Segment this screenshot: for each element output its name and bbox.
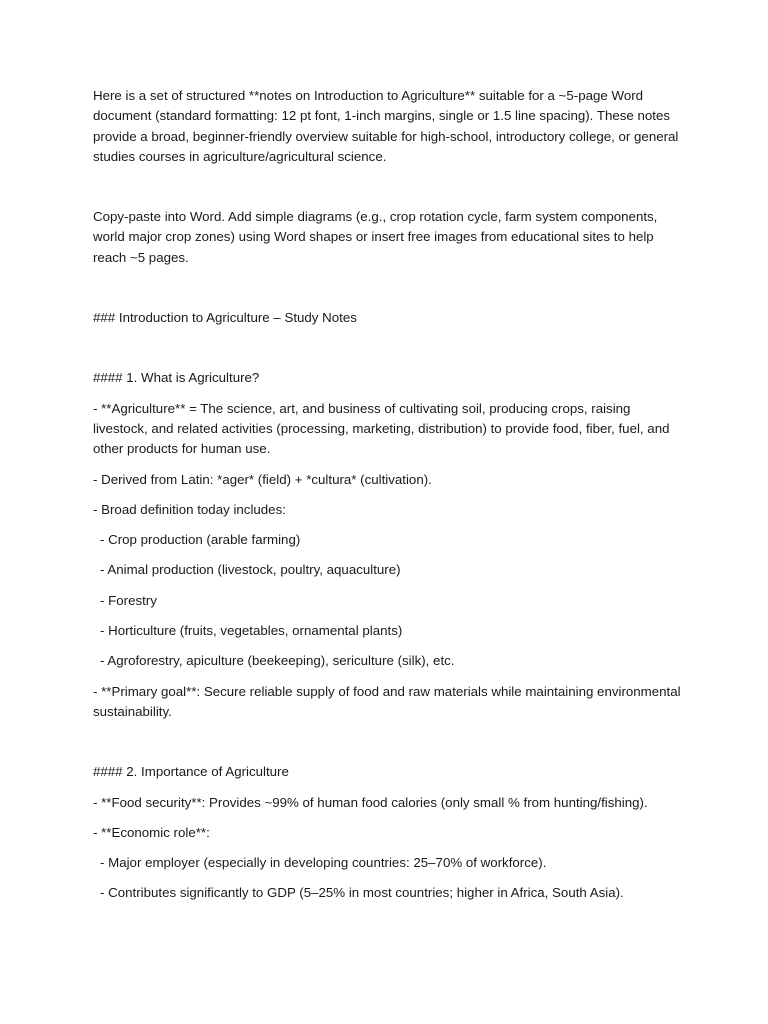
section2-heading: #### 2. Importance of Agriculture xyxy=(93,764,289,780)
sub-list-item: - Forestry xyxy=(100,592,157,608)
instructions-paragraph: Copy-paste into Word. Add simple diagrams (e.g., crop rotation cycle, farm system components, world major crop zones) using Word shapes or insert free images from educational sites to help reach ~5 pages. xyxy=(93,209,658,265)
list-item: - Derived from Latin: *ager* (field) + *cultura* (cultivation). xyxy=(93,471,432,487)
list-item: - **Agriculture** = The science, art, and business of cultivating soil, producing crops, raising livestock, and related activities (processing, marketing, distribution) to provide food, fiber, fuel, and other products for human use. xyxy=(93,400,670,457)
sub-list-item: - Major employer (especially in developing countries: 25–70% of workforce). xyxy=(100,855,547,871)
sub-list-item: - Crop production (arable farming) xyxy=(100,532,301,548)
spacer xyxy=(93,732,683,762)
list-item: - **Food security**: Provides ~99% of human food calories (only small % from hunting/fishing). xyxy=(93,794,648,810)
sub-list-item: - Agroforestry, apiculture (beekeeping), sericulture (silk), etc. xyxy=(100,653,455,669)
list-item: - **Primary goal**: Secure reliable supply of food and raw materials while maintaining environmental sustainability. xyxy=(93,683,681,719)
section1-heading: #### 1. What is Agriculture? xyxy=(93,370,260,386)
spacer xyxy=(93,338,683,368)
spacer xyxy=(93,278,683,308)
list-item: - Broad definition today includes: xyxy=(93,501,286,517)
sub-list-item: - Animal production (livestock, poultry, aquaculture) xyxy=(100,562,401,578)
list-item: - **Economic role**: xyxy=(93,824,210,840)
sub-list-item: - Contributes significantly to GDP (5–25% in most countries; higher in Africa, South Asia). xyxy=(100,885,624,901)
spacer xyxy=(93,177,683,207)
sub-list-item: - Horticulture (fruits, vegetables, ornamental plants) xyxy=(100,623,403,639)
document-body xyxy=(93,86,683,914)
document-title: ### Introduction to Agriculture – Study Notes xyxy=(93,310,357,326)
intro-paragraph: Here is a set of structured **notes on Introduction to Agriculture** suitable for a ~5-page Word document (standard formatting: 12 pt font, 1-inch margins, single or 1.5 line spacing). These notes provide a broad, beginner-friendly overview suitable for high-school, introductory college, or general studies courses in agriculture/agricultural science. xyxy=(93,88,679,164)
